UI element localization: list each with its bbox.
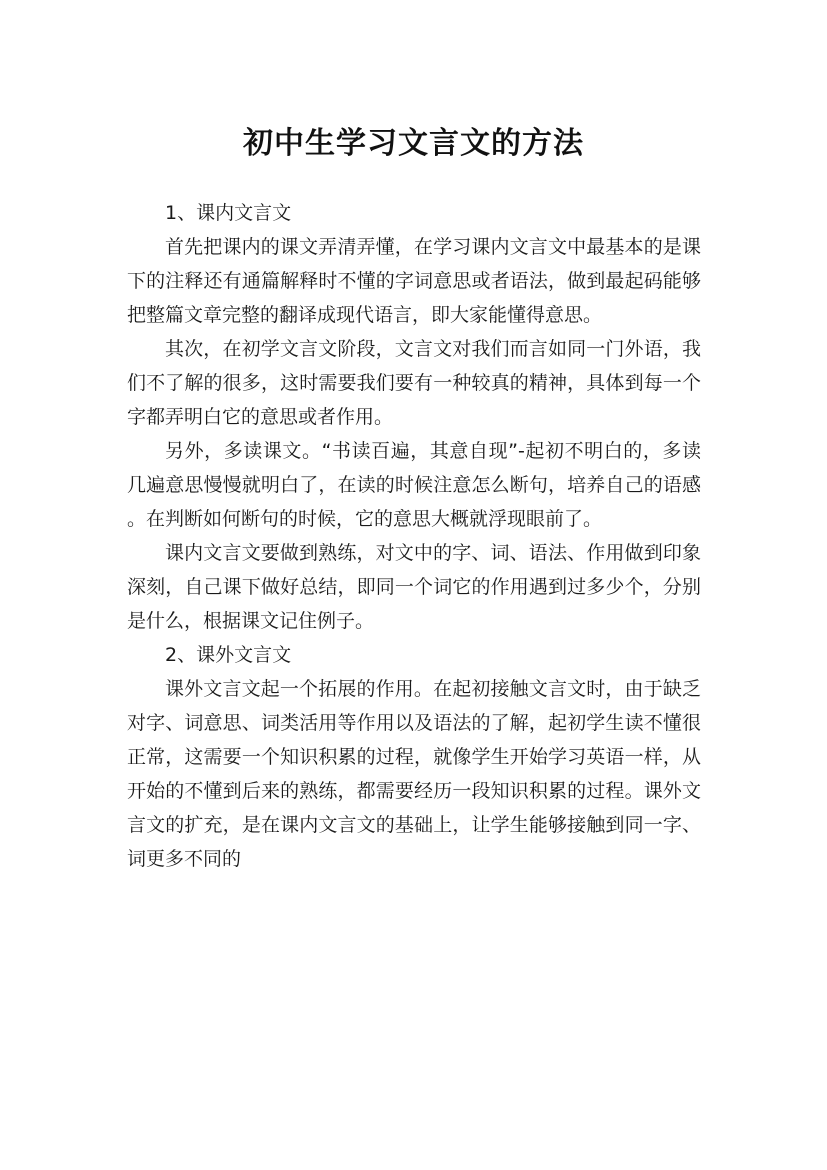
section-heading-in-class: 1、课内文言文 bbox=[165, 202, 292, 224]
paragraph-understand-texts: 首先把课内的课文弄清弄懂，在学习课内文言文中最基本的是课下的注释还有通篇解释时不懂的字词意思或者语法，做到最起码能够把整篇文章完整的翻译成现代语言，即大家能懂得意思。 bbox=[127, 236, 701, 326]
paragraph-read-more: 另外，多读课文。“书读百遍，其意自现”-起初不明白的，多读几遍意思慢慢就明白了，在读的时候注意怎么断句，培养自己的语感。在判断如何断句的时候，它的意思大概就浮现眼前了。 bbox=[127, 440, 701, 530]
paragraph-be-proficient: 课内文言文要做到熟练，对文中的字、词、语法、作用做到印象深刻，自己课下做好总结，即同一个词它的作用遇到过多少个，分别是什么，根据课文记住例子。 bbox=[127, 542, 701, 632]
section-heading-extracurricular: 2、课外文言文 bbox=[165, 644, 292, 666]
paragraph-extracurricular-expansion: 课外文言文起一个拓展的作用。在起初接触文言文时，由于缺乏对字、词意思、词类活用等作用以及语法的了解，起初学生读不懂很正常，这需要一个知识积累的过程，就像学生开始学习英语一样，从开始的不懂到后来的熟练，都需要经历一段知识积累的过程。课外文言文的扩充，是在课内文言文的基础上，让学生能够接触到同一字、词更多不同的 bbox=[127, 678, 701, 870]
document-body bbox=[127, 196, 701, 876]
document-title: 初中生学习文言文的方法 bbox=[243, 126, 584, 162]
paragraph-serious-spirit: 其次，在初学文言文阶段，文言文对我们而言如同一门外语，我们不了解的很多，这时需要我们要有一种较真的精神，具体到每一个字都弄明白它的意思或者作用。 bbox=[127, 338, 701, 428]
